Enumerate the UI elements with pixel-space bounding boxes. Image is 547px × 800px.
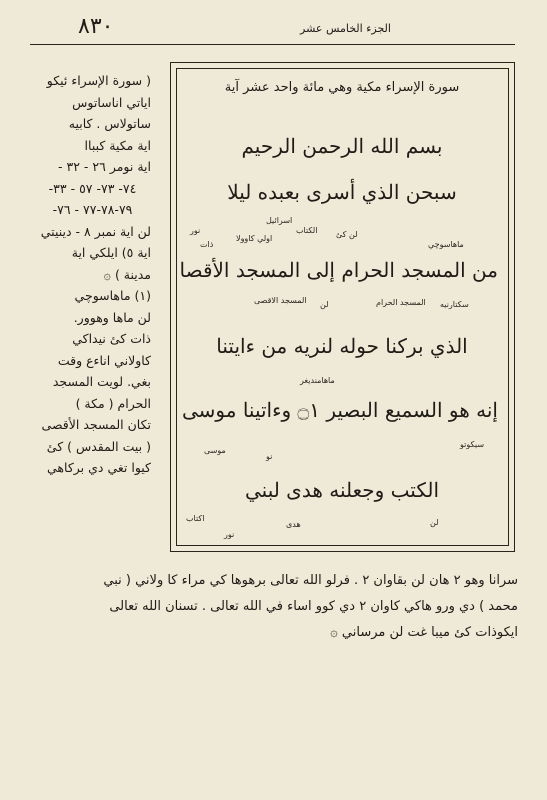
sidebar-line: ( بيت المقدس ) كئ — [46, 438, 151, 454]
sidebar-line: مدينة ) ۞ — [103, 266, 151, 282]
verse-line: الذي بركنا حوله لنريه من ءايتنا — [216, 334, 468, 358]
basmala: بسم الله الرحمن الرحيم — [241, 134, 443, 158]
sidebar-line: -٧٤- ٧٣- ٥٧ - ٣٣ — [48, 180, 137, 196]
interlinear-gloss: نور — [224, 530, 235, 539]
sidebar-line: بغي. لويت المسجد — [52, 374, 151, 389]
page-number: ٨٣٠ — [78, 14, 114, 39]
interlinear-gloss: المسجد الحرام — [376, 298, 426, 307]
interlinear-gloss: لن كئ — [336, 230, 358, 239]
interlinear-gloss: لن — [320, 300, 329, 309]
interlinear-gloss: سيكوتو — [460, 440, 485, 449]
sidebar-line: كيوا تغي دي بركاهي — [47, 460, 151, 475]
interlinear-gloss: اكتاب — [186, 514, 205, 523]
sidebar-line: ذات كئ نيداكي — [72, 331, 151, 346]
bottom-commentary — [30, 568, 518, 646]
sidebar-line: الحرام ( مكة ) — [75, 395, 151, 411]
sidebar-line: (١) ماهاسوچي — [74, 288, 151, 303]
sidebar-line: لن اية نمبر ٨ - دينيتي — [40, 223, 151, 239]
sidebar-line: ساتولاس . كابيه — [68, 116, 151, 131]
interlinear-gloss: نو — [266, 452, 273, 461]
sidebar-line: اية نومر ٢٦ - ٣٢ - — [58, 159, 151, 174]
interlinear-gloss: المسجد الاقصى — [254, 296, 307, 305]
sidebar-line: اياتي اناساتوس — [72, 94, 151, 110]
commentary-line: ايكوذات كئ ميبا غت لن مرساني ۞ — [330, 625, 518, 640]
interlinear-gloss: اولي كاوولا — [236, 234, 273, 243]
sidebar-commentary — [30, 64, 155, 552]
verse-line: من المسجد الحرام إلى المسجد الأقصا — [179, 258, 498, 282]
sidebar-line: كاولاني اناءع وقت — [57, 352, 151, 368]
commentary-line: محمد ) دي ورو هاكي كاوان ٢ دي كوو اساء في الله تعالى . تسنان الله تعالى — [109, 599, 518, 614]
header-rule — [30, 44, 515, 45]
sidebar-line: تكان المسجد الأقصى — [41, 417, 151, 432]
sidebar-line: -٧٩-٧٨-٧٧ - ٧٦ — [52, 202, 133, 217]
sidebar-line: لن ماها وهوور. — [73, 309, 151, 325]
interlinear-gloss: ماهامنديغر — [300, 376, 335, 385]
verse-line: إنه هو السميع البصير ۝١ وءاتينا موسى — [181, 398, 498, 422]
sidebar-line: ( سورة الإسراء ئيكو — [46, 73, 151, 88]
interlinear-gloss: نور — [190, 226, 201, 235]
verse-line: الكتب وجعلنه هدى لبني — [244, 478, 440, 502]
interlinear-gloss: الكتاب — [296, 226, 318, 235]
sidebar-line: اية مكية كبباا — [84, 137, 151, 153]
sidebar-line: اية ٥) ايلكي اية — [71, 245, 151, 260]
interlinear-gloss: سكتارنيه — [440, 300, 469, 309]
interlinear-gloss: هدى — [286, 520, 301, 529]
interlinear-gloss: موسى — [204, 446, 226, 455]
interlinear-gloss: لن — [430, 518, 439, 527]
interlinear-gloss: ماهاسوچي — [428, 240, 464, 249]
interlinear-gloss: ذات — [200, 240, 214, 249]
interlinear-gloss: اسرائيل — [266, 216, 293, 225]
commentary-line: سرانا وهو ٢ هان لن بقاوان ٢ . فرلو الله تعالى برهوها كي مراء كا ولاني ( نبي — [103, 573, 518, 588]
running-head: الجزء الخامس عشر — [300, 22, 391, 35]
verse-line: سبحن الذي أسرى بعبده ليلا — [227, 180, 457, 204]
surah-title: سورة الإسراء مكية وهي مائة واحد عشر آية — [224, 80, 460, 95]
